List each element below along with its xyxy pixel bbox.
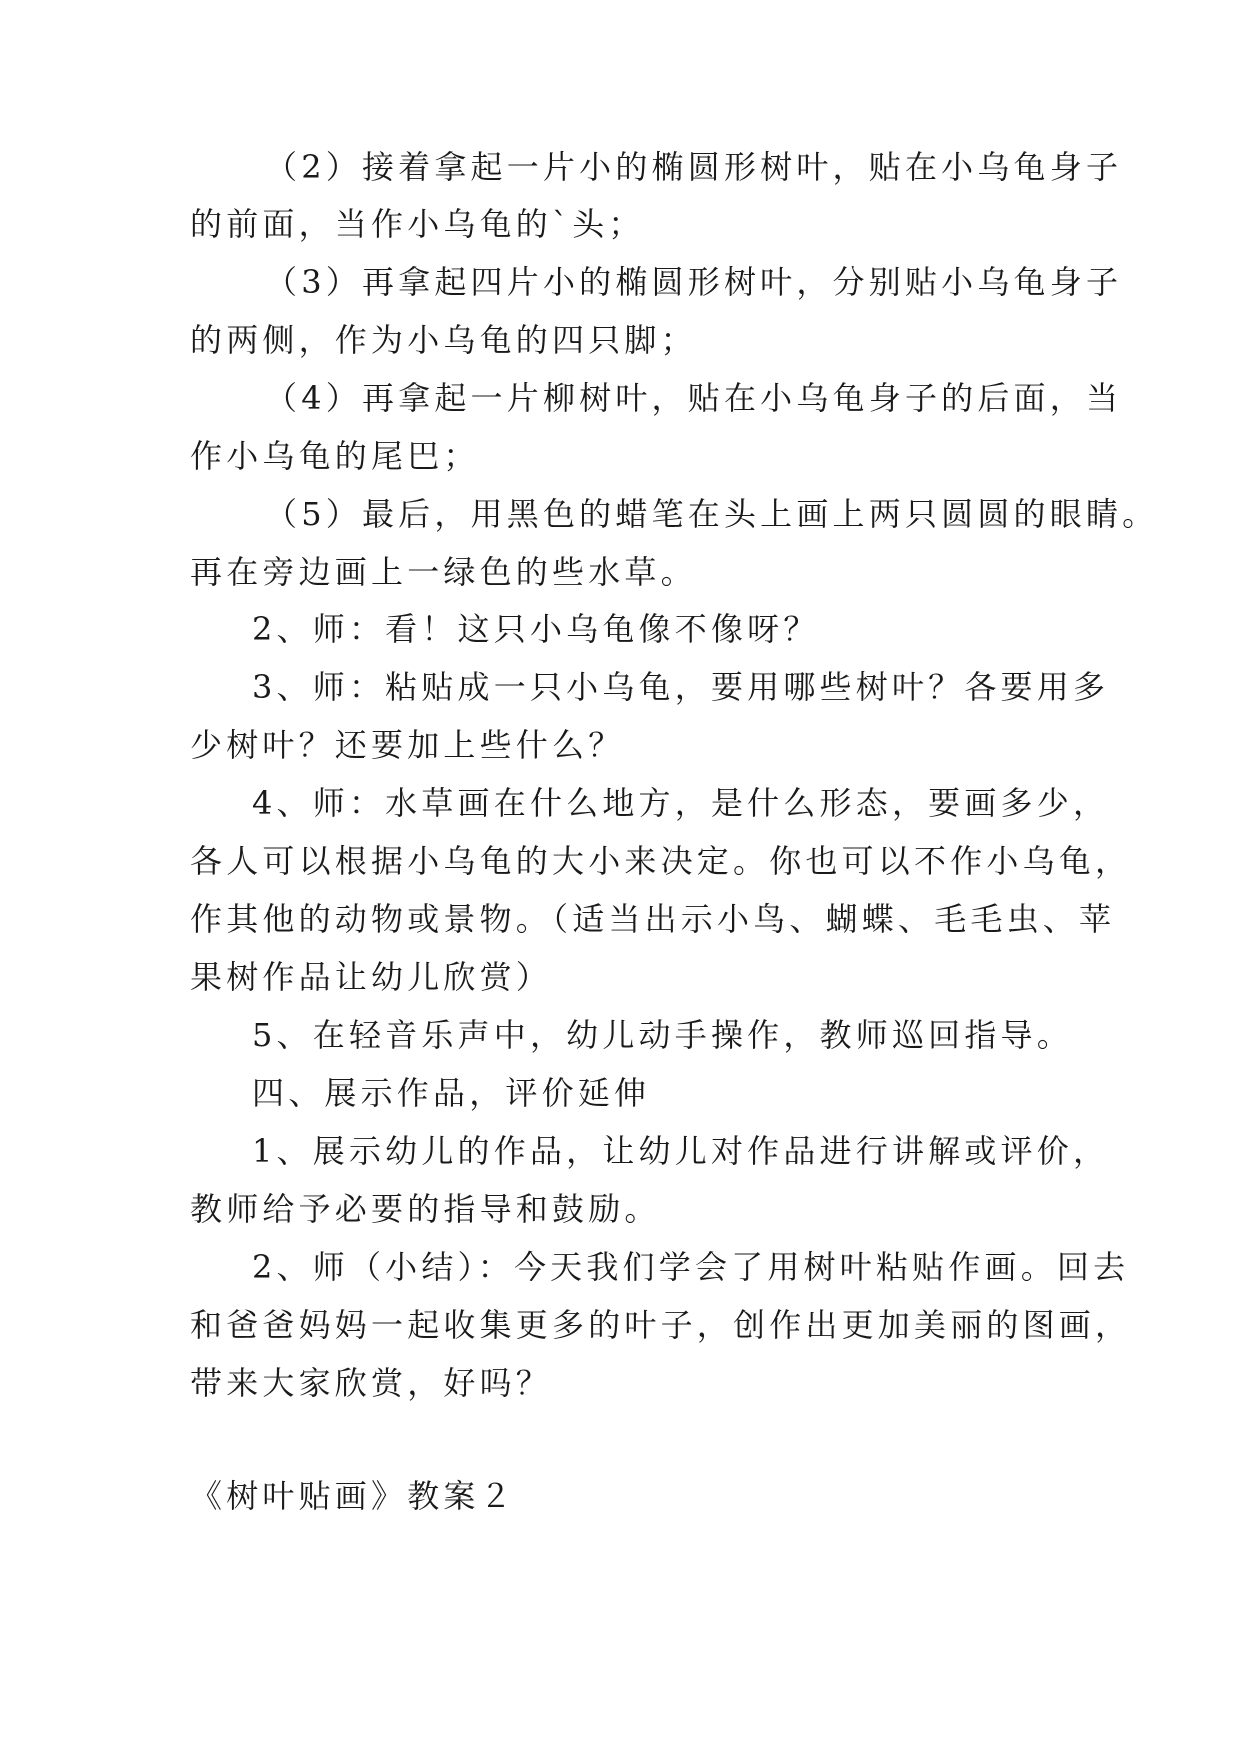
paragraph-item-3-line-1: 3、师：粘贴成一只小乌龟，要用哪些树叶？各要用多 — [252, 668, 1110, 706]
section-heading-four: 四、展示作品，评价延伸 — [252, 1074, 651, 1112]
paragraph-item-3-line-2: 少树叶？还要加上些什么？ — [190, 726, 625, 764]
paragraph-step-2-line-2: 的前面，当作小乌龟的`头； — [190, 205, 645, 243]
paragraph-item-4-line-1: 4、师：水草画在什么地方，是什么形态，要画多少， — [252, 784, 1110, 822]
paragraph-item-5: 5、在轻音乐声中，幼儿动手操作，教师巡回指导。 — [252, 1016, 1073, 1054]
paragraph-step-3-line-1: （3）再拿起四片小的椭圆形树叶，分别贴小乌龟身子 — [265, 263, 1123, 301]
paragraph-section4-item-2-line-1: 2、师（小结）：今天我们学会了用树叶粘贴作画。回去 — [252, 1248, 1130, 1286]
paragraph-item-4-line-2: 各人可以根据小乌龟的大小来决定。你也可以不作小乌龟， — [190, 842, 1132, 880]
paragraph-step-4-line-2: 作小乌龟的尾巴； — [190, 437, 480, 475]
paragraph-section4-item-1-line-1: 1、展示幼儿的作品，让幼儿对作品进行讲解或评价， — [252, 1132, 1110, 1170]
paragraph-item-4-line-4: 果树作品让幼儿欣赏） — [190, 958, 553, 996]
paragraph-step-2-line-1: （2）接着拿起一片小的椭圆形树叶，贴在小乌龟身子 — [265, 148, 1123, 186]
paragraph-item-4-line-3: 作其他的动物或景物。（适当出示小鸟、蝴蝶、毛毛虫、苹 — [190, 900, 1116, 938]
paragraph-step-5-line-1: （5）最后，用黑色的蜡笔在头上画上两只圆圆的眼睛。 — [265, 495, 1159, 533]
paragraph-step-4-line-1: （4）再拿起一片柳树叶，贴在小乌龟身子的后面，当 — [265, 379, 1123, 417]
paragraph-section4-item-2-line-3: 带来大家欣赏，好吗？ — [190, 1364, 553, 1402]
paragraph-section4-item-1-line-2: 教师给予必要的指导和鼓励。 — [190, 1190, 661, 1228]
paragraph-section4-item-2-line-2: 和爸爸妈妈一起收集更多的叶子，创作出更加美丽的图画， — [190, 1306, 1132, 1344]
paragraph-step-5-line-2: 再在旁边画上一绿色的些水草。 — [190, 553, 697, 591]
paragraph-item-2: 2、师：看！这只小乌龟像不像呀？ — [252, 610, 820, 648]
paragraph-step-3-line-2: 的两侧，作为小乌龟的四只脚； — [190, 321, 697, 359]
lesson-plan-title: 《树叶贴画》教案２ — [190, 1477, 516, 1515]
